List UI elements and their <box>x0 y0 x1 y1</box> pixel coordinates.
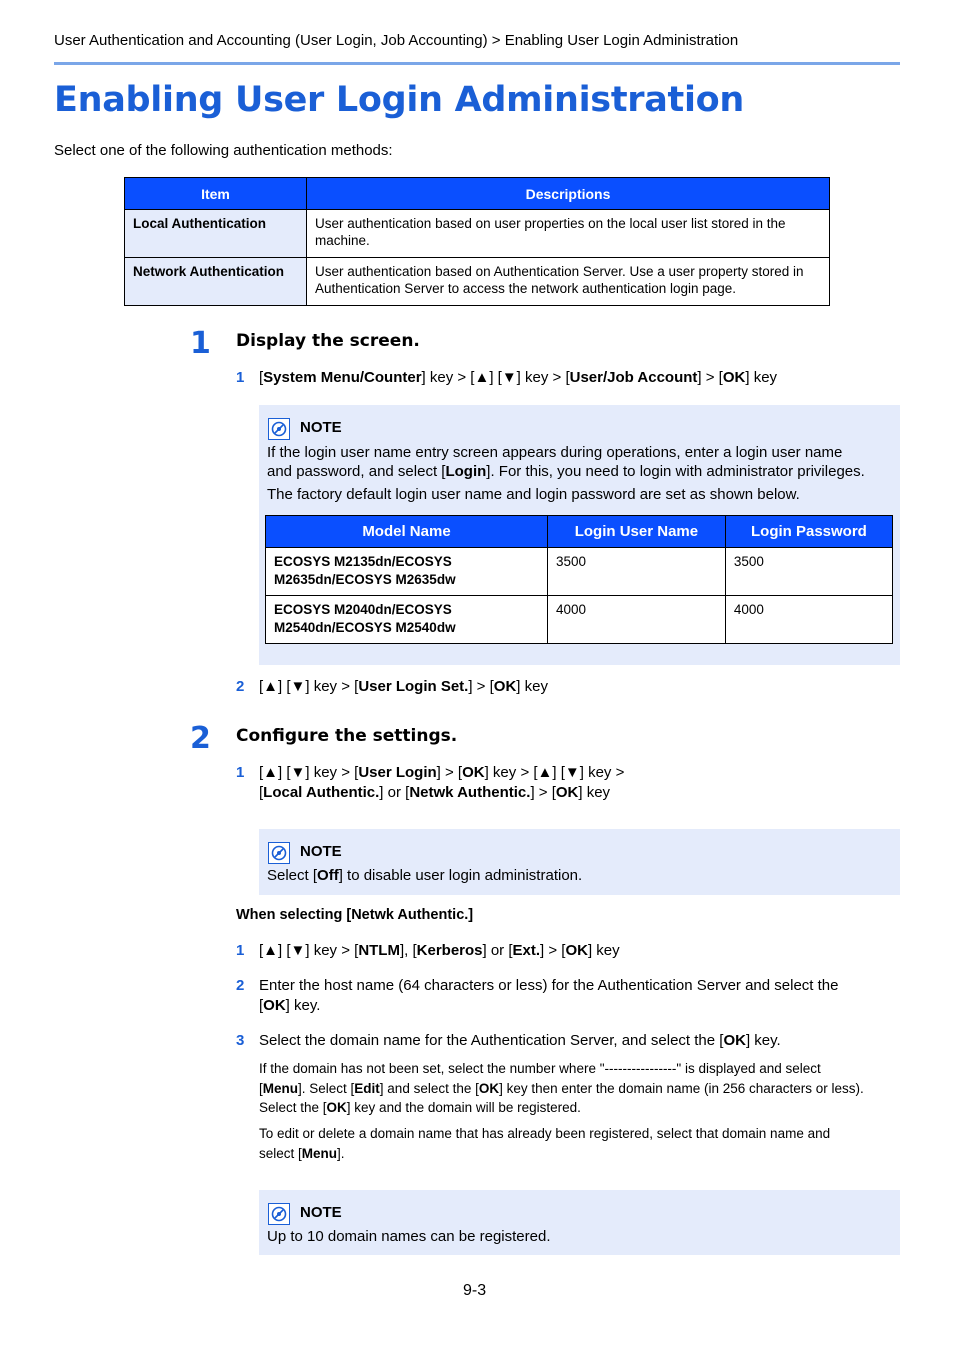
step-title: Configure the settings. <box>236 726 458 746</box>
user-name-cell: 3500 <box>548 548 726 596</box>
step-title: Display the screen. <box>236 331 420 351</box>
header-divider <box>54 62 900 65</box>
auth-methods-table <box>124 177 830 306</box>
note-icon <box>268 1203 290 1225</box>
substep-detail: If the domain has not been set, select the number where "----------------" is displayed and select [Menu]. Select [Edit] and select the [OK] key then enter the domain name (in 256 characters or less). Select the [OK] key and the domain will be registered. <box>259 1061 864 1115</box>
column-header: Descriptions <box>307 178 830 210</box>
table-row <box>266 548 893 596</box>
password-cell: 4000 <box>725 596 892 644</box>
column-header: Model Name <box>266 516 548 548</box>
column-header: Login Password <box>725 516 892 548</box>
note-text: If the login user name entry screen appears during operations, enter a login user name and password, and select [Login]. For this, you need to login with administrator privileges. The factory default login user name and login password are set as shown below. <box>267 444 865 503</box>
login-defaults-table <box>265 515 893 644</box>
column-header: Login User Name <box>548 516 726 548</box>
note-label: NOTE <box>300 1204 342 1221</box>
note-label: NOTE <box>300 419 342 436</box>
substep-number: 2 <box>236 678 245 695</box>
table-row <box>125 210 830 258</box>
page-title: Enabling User Login Administration <box>54 80 745 120</box>
note-text: Up to 10 domain names can be registered. <box>267 1228 551 1245</box>
table-row <box>266 596 893 644</box>
model-cell: ECOSYS M2135dn/ECOSYS M2635dn/ECOSYS M2635dw <box>266 548 548 596</box>
description-cell: User authentication based on user properties on the local user list stored in the machine. <box>307 210 830 258</box>
step-number: 2 <box>190 721 211 756</box>
table-header-row <box>266 516 893 548</box>
substep-text: Enter the host name (64 characters or less) for the Authentication Server and select the [OK] key. <box>259 977 839 1014</box>
substep-number: 1 <box>236 942 245 959</box>
substep-number: 3 <box>236 1032 245 1049</box>
page-number: 9-3 <box>463 1282 487 1299</box>
substep-text: Select the domain name for the Authentication Server, and select the [OK] key. <box>259 1032 781 1049</box>
note-icon <box>268 842 290 864</box>
description-cell: User authentication based on Authentication Server. Use a user property stored in Authentication Server to access the network authentication login page. <box>307 258 830 306</box>
substep-number: 2 <box>236 977 245 994</box>
user-name-cell: 4000 <box>548 596 726 644</box>
substep-number: 1 <box>236 764 245 781</box>
section-heading: When selecting [Netwk Authentic.] <box>236 907 474 923</box>
item-cell: Local Authentication <box>125 210 307 258</box>
password-cell: 3500 <box>725 548 892 596</box>
table-header-row <box>125 178 830 210</box>
substep-text: [System Menu/Counter] key > [▲] [▼] key > [User/Job Account] > [OK] key <box>259 369 778 386</box>
substep-text: [▲] [▼] key > [NTLM], [Kerberos] or [Ext.] > [OK] key <box>259 942 620 959</box>
table-row <box>125 258 830 306</box>
note-label: NOTE <box>300 843 342 860</box>
substep-text: [▲] [▼] key > [User Login] > [OK] key > [▲] [▼] key > [Local Authentic.] or [Netwk Authentic.] > [OK] key <box>259 764 625 801</box>
substep-text: [▲] [▼] key > [User Login Set.] > [OK] key <box>259 678 548 695</box>
substep-number: 1 <box>236 369 245 386</box>
model-cell: ECOSYS M2040dn/ECOSYS M2540dn/ECOSYS M2540dw <box>266 596 548 644</box>
substep-detail: To edit or delete a domain name that has already been registered, select that domain name and select [Menu]. <box>259 1126 831 1161</box>
step-number: 1 <box>190 326 211 361</box>
note-text: Select [Off] to disable user login administration. <box>267 867 583 884</box>
item-cell: Network Authentication <box>125 258 307 306</box>
note-box <box>259 1190 900 1255</box>
note-icon <box>268 418 290 440</box>
note-box <box>259 829 900 895</box>
column-header: Item <box>125 178 307 210</box>
intro-text: Select one of the following authentication methods: <box>54 142 393 159</box>
breadcrumb: User Authentication and Accounting (User Login, Job Accounting) > Enabling User Login Administration <box>54 32 739 49</box>
